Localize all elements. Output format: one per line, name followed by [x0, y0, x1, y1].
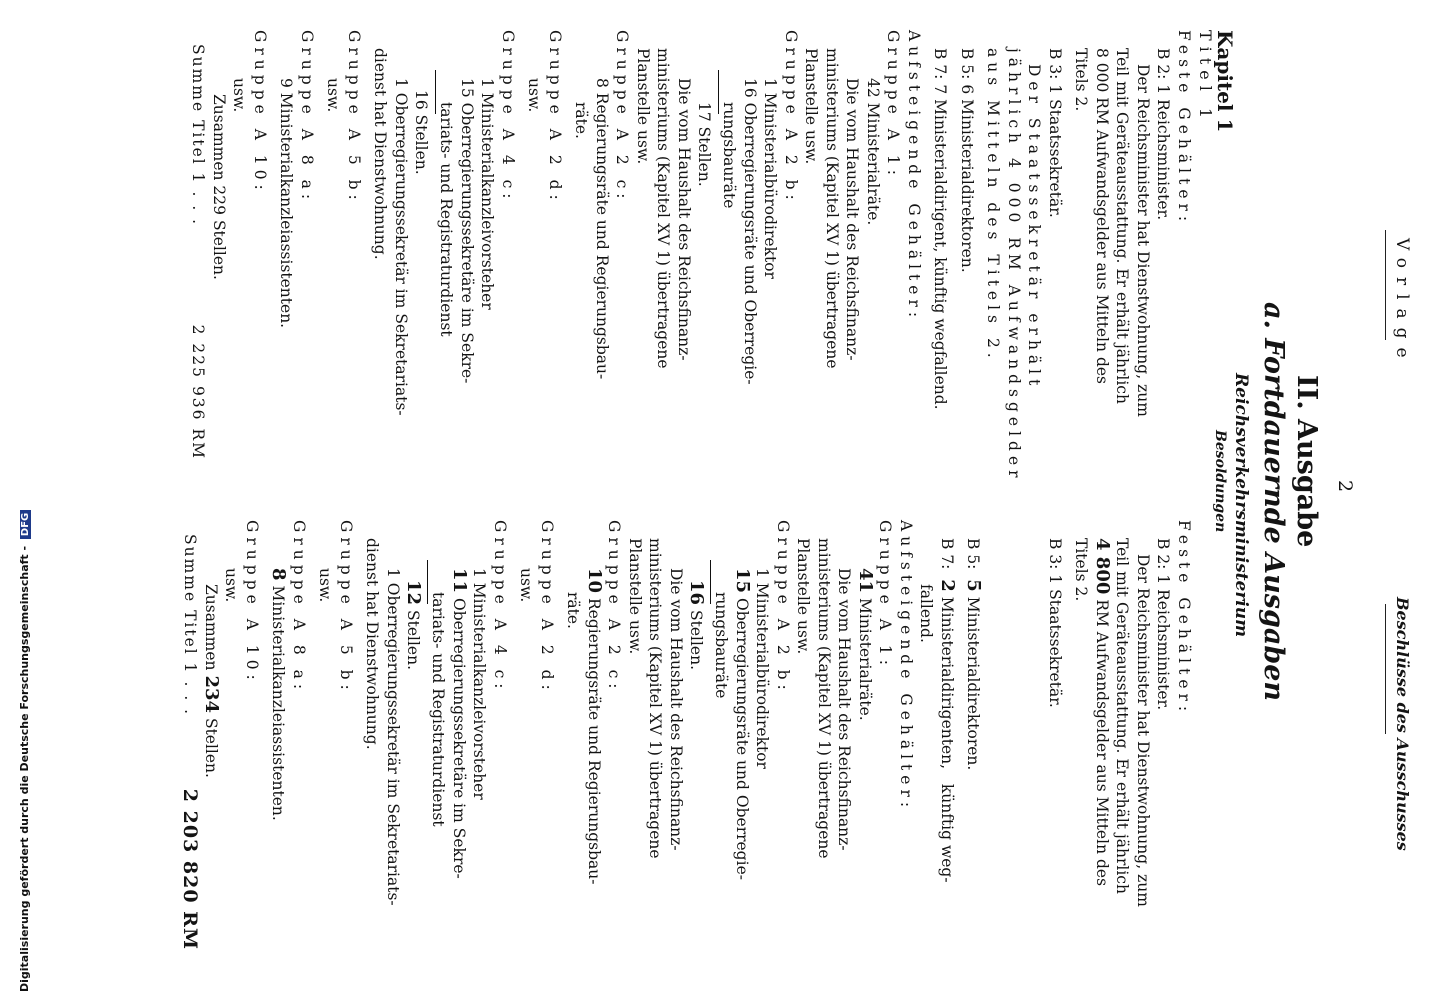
- digitization-note: [18, 510, 31, 992]
- a2d-heading: Gruppe A 2 d:: [538, 520, 556, 695]
- a2b-line-2: 16 Oberregierungsräte und Oberregie-: [741, 78, 759, 385]
- a1-note-2: ministeriums (Kapitel XV 1) übertragene: [815, 538, 833, 859]
- kapitel-heading: Kapitel 1: [1213, 30, 1237, 133]
- b7-label: B 7:: [938, 538, 956, 570]
- a2d-usw: usw.: [525, 78, 544, 113]
- sum-rule: [718, 70, 719, 114]
- a4c-count: 11: [449, 568, 470, 594]
- a2c-line-2: räte.: [572, 102, 591, 139]
- a2b-note-2: ministeriums (Kapitel XV 1) übertragene: [646, 538, 665, 859]
- dfg-logo: DFG: [20, 510, 31, 539]
- a4c-note-1: 1 Oberregierungssekretär im Sekretariats-: [392, 78, 410, 416]
- b2-amount-rest: RM Aufwandsgelder aus Mitteln des: [1093, 599, 1111, 887]
- b3-spacer: [984, 520, 1045, 970]
- a2b-line-1: 1 Ministerialbürodirektor: [753, 568, 772, 769]
- b2-note-4: Titels 2.: [1072, 48, 1091, 112]
- a10-usw: usw.: [230, 78, 249, 113]
- b3-note-2: jährlich 4 000 RM Aufwandsgelder: [1005, 48, 1023, 483]
- a4c-line-2: [449, 520, 470, 970]
- a4c-total-line: [403, 520, 424, 970]
- a2b-note-1: Die vom Haushalt des Reichsfinanz-: [667, 568, 685, 851]
- a8a-heading: Gruppe A 8 a:: [290, 520, 308, 695]
- a2b-text: Oberregierungsräte und Oberregie-: [733, 598, 751, 880]
- a8a-line: 9 Ministerialkanzleiassistenten.: [277, 78, 296, 329]
- a4c-note-2: dienst hat Dienstwohnung.: [371, 48, 390, 260]
- feste-gehaelter-heading: Feste Gehälter:: [1175, 520, 1193, 717]
- header-beschluesse: Beschlüsse des Ausschusses: [1393, 597, 1412, 851]
- a10-usw: usw.: [222, 568, 241, 603]
- a2c-count: 10: [584, 568, 605, 594]
- zusammen-label: Zusammen: [202, 584, 220, 671]
- a4c-text: Oberregierungssekretäre im Sekre-: [450, 598, 468, 879]
- a2b-note-3: Planstelle usw.: [634, 48, 652, 165]
- a8a-text: Ministerialkanzleiassistenten.: [269, 585, 288, 821]
- a8a-heading: Gruppe A 8 a:: [298, 30, 316, 205]
- a2b-count: 15: [732, 568, 753, 594]
- aufsteigende-heading: Aufsteigende Gehälter:: [897, 520, 915, 813]
- header-vorlage: Vorlage: [1392, 238, 1412, 367]
- sum-rule: [435, 70, 436, 114]
- b7-line: [937, 520, 958, 970]
- a1-text: Ministerialräte.: [856, 598, 874, 721]
- a2c-heading: Gruppe A 2 c:: [605, 520, 624, 694]
- b3-note-3: aus Mitteln des Titels 2.: [984, 48, 1003, 363]
- a2d-heading: Gruppe A 2 d:: [546, 30, 564, 205]
- b7-line: B 7: 7 Ministerialdirigent, künftig wegfallend.: [931, 48, 950, 410]
- b2-note-1: Der Reichsminister hat Dienstwohnung, zum: [1134, 554, 1152, 907]
- summe-label: Summe Titel 1 . . .: [181, 534, 200, 717]
- b2-note-2: Teil mit Geräteausstattung. Er erhält jährlich: [1113, 48, 1132, 404]
- a4c-total: Stellen.: [404, 610, 423, 671]
- sum-rule: [427, 560, 428, 604]
- page-number: 2: [1334, 480, 1356, 493]
- b2-line: B 2: 1 Reichsminister.: [1154, 538, 1173, 711]
- b5-label: B 5:: [964, 538, 983, 570]
- topic-title: Besoldungen: [1212, 430, 1228, 533]
- a4c-line-1: 1 Ministerialkanzleivorsteher: [478, 78, 497, 310]
- a4c-line-3: tariats- und Registraturdienst: [429, 592, 448, 827]
- feste-gehaelter-heading: Feste Gehälter:: [1175, 30, 1193, 227]
- b5-count: 5: [963, 579, 985, 592]
- a4c-note-2: dienst hat Dienstwohnung.: [363, 538, 382, 750]
- a1-note-3: Planstelle usw.: [794, 538, 813, 655]
- sum-rule: [710, 560, 711, 604]
- a2b-note-2: ministeriums (Kapitel XV 1) übertragene: [654, 48, 673, 369]
- a8a-count: 8: [268, 568, 290, 581]
- b3-line: B 3: 1 Staatssekretär.: [1046, 48, 1064, 218]
- summe-value: 2 225 936 RM: [189, 324, 208, 460]
- a4c-note-1: 1 Oberregierungssekretär im Sekretariats-: [384, 568, 402, 906]
- a2b-heading: Gruppe A 2 b:: [782, 30, 800, 205]
- column-beschluesse: [180, 520, 1194, 970]
- zusammen-count: 234: [201, 675, 222, 714]
- b5-line: B 5: 6 Ministerialdirektoren.: [958, 48, 976, 273]
- a2b-total: 17 Stellen.: [695, 102, 714, 187]
- a2b-line-2: [732, 520, 753, 970]
- a5b-usw: usw.: [316, 568, 335, 603]
- a8a-line: [268, 520, 289, 970]
- a2c-line-1: 8 Regierungsräte und Regierungsbau-: [593, 78, 611, 380]
- b7-count: 2: [937, 579, 958, 592]
- a1-note-3: Planstelle usw.: [802, 48, 821, 165]
- a2b-total-line: [686, 520, 707, 970]
- a1-note-1: Die vom Haushalt des Reichsfinanz-: [843, 78, 862, 361]
- b7-text-2: künftig weg-: [938, 783, 956, 883]
- aufsteigende-heading: Aufsteigende Gehälter:: [905, 30, 923, 323]
- column-vorlage: [188, 30, 1194, 483]
- a2c-line-2: räte.: [564, 592, 583, 629]
- a10-heading: Gruppe A 10:: [251, 30, 269, 195]
- a2c-line-1: [584, 520, 605, 970]
- zusammen-line: [201, 520, 222, 970]
- a4c-line-2: 15 Oberregierungssekretäre im Sekre-: [458, 78, 476, 384]
- a4c-total: 16 Stellen.: [412, 90, 431, 175]
- a4c-line-3: tariats- und Registraturdienst: [437, 102, 456, 337]
- summe-row: [180, 520, 201, 970]
- a1-note-2: ministeriums (Kapitel XV 1) übertragene: [823, 48, 841, 369]
- a1-heading: Gruppe A 1:: [884, 30, 903, 180]
- a4c-line-1: 1 Ministerialkanzleivorsteher: [470, 568, 489, 800]
- a2b-total: Stellen.: [687, 610, 706, 671]
- zusammen-line: Zusammen 229 Stellen.: [210, 94, 228, 280]
- a2c-text: Regierungsräte und Regierungsbau-: [585, 598, 603, 885]
- a1-note-1: Die vom Haushalt des Reichsfinanz-: [835, 568, 854, 851]
- titel-heading: Titel 1: [1196, 30, 1215, 125]
- a2b-total-count: 16: [686, 580, 708, 606]
- a2b-line-3: rungsbauräte: [712, 592, 731, 699]
- a2b-note-1: Die vom Haushalt des Reichsfinanz-: [675, 78, 693, 361]
- digitization-note-strip: [0, 0, 31, 1000]
- b2-amount-line: [1092, 520, 1113, 970]
- zusammen-unit: Stellen.: [202, 717, 220, 778]
- b7-text: Ministerialdirigenten,: [938, 596, 956, 770]
- a2b-line-1: 1 Ministerialbürodirektor: [761, 78, 780, 279]
- a5b-heading: Gruppe A 5 b:: [345, 30, 363, 205]
- b2-amount: 4 800: [1092, 538, 1113, 595]
- a2b-note-3: Planstelle usw.: [626, 538, 644, 655]
- b2-line: B 2: 1 Reichsminister.: [1154, 48, 1173, 221]
- header-rule-left: [1385, 230, 1386, 340]
- summe-label: Summe Titel 1 . . .: [189, 44, 208, 227]
- b2-note-1: Der Reichsminister hat Dienstwohnung, zum: [1134, 64, 1152, 417]
- header-rule-right: [1385, 604, 1386, 734]
- a1-count: 41: [855, 568, 876, 594]
- section-title: a. Fortdauernde Ausgaben: [1258, 302, 1289, 702]
- b7-line-2: fallend.: [917, 584, 936, 643]
- a4c-heading: Gruppe A 4 c:: [499, 30, 517, 204]
- a4c-total-count: 12: [403, 580, 425, 606]
- a2c-heading: Gruppe A 2 c:: [613, 30, 632, 204]
- part-title: II. Ausgabe: [1291, 375, 1322, 548]
- b2-note-3: 8 000 RM Aufwandsgelder aus Mitteln des: [1093, 48, 1111, 385]
- b3-line: B 3: 1 Staatssekretär.: [1046, 538, 1064, 708]
- b2-note-4: Titels 2.: [1072, 538, 1091, 602]
- a4c-heading: Gruppe A 4 c:: [491, 520, 509, 694]
- a5b-usw: usw.: [324, 78, 343, 113]
- a2d-usw: usw.: [517, 568, 536, 603]
- summe-row: [188, 30, 209, 480]
- a10-heading: Gruppe A 10:: [243, 520, 261, 685]
- a1-heading: Gruppe A 1:: [876, 520, 895, 670]
- b5-line: [963, 520, 984, 970]
- a2b-heading: Gruppe A 2 b:: [774, 520, 792, 695]
- b5-text: Ministerialdirektoren.: [964, 596, 983, 771]
- b2-note-2: Teil mit Geräteausstattung. Er erhält jährlich: [1113, 538, 1132, 894]
- a5b-heading: Gruppe A 5 b:: [337, 520, 355, 695]
- digitization-text: Digitalisierung gefördert durch die Deutsche Forschungsgemeinschaft -: [18, 545, 31, 992]
- a1-count: 42 Ministerialräte.: [864, 78, 882, 226]
- ministry-title: Reichsverkehrsministerium: [1231, 373, 1251, 638]
- a2b-line-3: rungsbauräte: [720, 102, 739, 209]
- a1-count-line: [855, 520, 876, 970]
- b3-note-1: Der Staatssekretär erhält: [1025, 64, 1044, 391]
- summe-value: 2 203 820 RM: [179, 788, 202, 950]
